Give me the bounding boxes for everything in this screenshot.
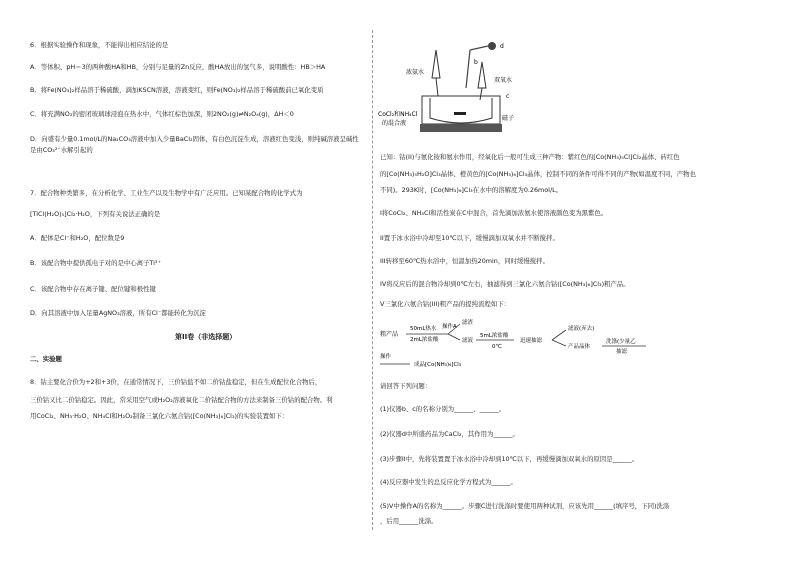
flow-crude: 粗产品 [380,331,399,338]
step-4: IV将反应后的混合物冷却到0℃左右，抽滤得到三氯化六氨合钴([Co(NH₃)₆]Cl₃)粗产品。 [380,280,630,288]
info-line3: 不同)。293K时，[Co(NH₃)₆]Cl₃在水中的溶解度为0.26mol/L。 [380,186,563,194]
label-mixture-line1: CoCl₂和NH₄Cl [378,111,418,118]
q6-option-c: C．将充满NO₂的密闭玻璃球浸泡在热水中，气体红棕色加深，则2NO₂(g)⇌N₂O₄(g)，ΔH＜0 [30,110,294,118]
flow-waste: 滤液(弃去) [568,326,595,332]
flow-op-b: 操作 [380,354,392,360]
flow-reagent2: 2mL浓盐酸 [410,337,439,343]
info-line1: 已知：钴(II)与氨化铵和氨水作用，经氧化后一般可生成三种产物：紫红色的[Co(NH₃)₅Cl]Cl₂晶体、砖红色 [380,153,680,161]
purification-flowchart [380,312,680,374]
step-2: II置于冰水浴中冷却至10℃以下，缓慢滴加双氧水并不断搅拌。 [380,234,559,242]
label-ammonia: 浓氨水 [406,69,425,76]
question-5-line2: ，后用______洗涤。 [380,517,438,525]
flow-op-a: 操作A [442,324,457,330]
label-mixture-line2: 的混合液 [382,120,407,127]
flow-product-crystal: 产品晶体 [568,344,591,350]
q7-option-a: A．配体是Cl⁻和H₂O，配位数是9 [30,234,125,242]
q6-option-b: B．将Fe(NO₃)₂样品溶于稀硫酸，滴加KSCN溶液，溶液变红，则Fe(NO₃)₂样品溶于稀硫酸前已氧化变质 [30,86,324,94]
label-c: c [506,93,510,100]
flow-temp: 0℃ [492,344,502,350]
section-subtitle: 二、实验题 [30,355,62,363]
q6-option-a: A．等体积、pH＝3的两种酸HA和HB，分别与足量的Zn反应，酸HA放出的氢气多，说明酸性：HB＞HA [30,63,326,71]
question-4: (4)反应器中发生的总反应化学方程式为______。 [380,478,517,486]
q6-option-d-line1: D．向盛有少量0.1mol/L的Na₂CO₃溶液中加入少量BaCl₂固体，有白色沉淀生成，溶液红色变浅，则纯碱溶液呈碱性 [30,135,359,143]
q8-para-line1: 8．钴主要化合价为+2和+3价，在通常情况下，三价钴盐不如二价钴盐稳定，但在生成配位化合物后， [30,378,322,386]
q7-option-b: B．该配合物中提供孤电子对的是中心离子Ti³⁺ [30,259,161,267]
label-h2o2: 双氧水 [494,77,513,84]
q8-para-line2: 三价钴又比二价钴稳定。因此，常采用空气或H₂O₂溶液氧化二价钴配合物的方法来制备三价钴的配合物。利 [30,396,333,404]
funnel-right [478,62,486,88]
flow-hcl: 5mL浓盐酸 [480,333,509,339]
apparatus-diagram [378,38,528,138]
flow-reagent1: 50mL热水 [410,326,437,332]
q7-option-c: C．该配合物中存在离子键、配位键和极性键 [30,285,156,293]
answer-intro: 请回答下列问题： [380,382,432,390]
q7-stem-line2: [TiCl(H₂O)₅]Cl₂·H₂O，下列有关说法正确的是 [30,210,161,218]
stir-bar [454,112,466,115]
section-title: 第II卷（非选择题） [175,333,237,341]
water-bath [422,96,500,124]
hot-plate [420,124,502,132]
drying-tube-bulb [488,42,496,50]
reaction-flask [430,98,492,123]
question-1: (1)仪器b、c的名称分别为______、______。 [380,405,506,413]
q8-para-line3: 用CoCl₂、NH₃·H₂O、NH₄Cl和H₂O₂制备三氯化六氨合钴([Co(NH₃)₆]Cl₃)的实验装置如下： [30,412,289,420]
flow-wash: 洗涤(少量乙 [606,339,636,345]
flow-residue: 滤渣 [462,320,474,326]
q6-stem: 6．根据实验操作和现象，不能得出相应结论的是 [30,41,169,49]
flow-suction: 抽滤 [616,349,628,355]
q7-stem-line1: 7．配合物种类繁多，在分析化学、工业生产以及生物学中有广泛应用。已知某配合物的化学式为 [30,189,303,197]
label-stirrer: 磁子 [502,115,515,122]
question-5-line1: (5)V中操作A的名称为______。步骤C进行洗涤时要使用两种试剂，应该先用______(填序号，下同)洗涤 [380,502,670,510]
question-3: (3)步骤II中，先将装置置于冰水浴中冷却到10℃以下，再缓慢滴加双氧水的原因是______。 [380,455,639,463]
question-2: (2)仪器d中所盛药品为CaCl₂，其作用为______。 [380,430,519,438]
flow-quick-filter: 迅速抽滤 [520,338,543,344]
step-3: III转移至60℃热水浴中，恒温加热20min，同时缓慢搅拌。 [380,257,549,265]
label-b: b [474,59,478,66]
flow-final-product: 成品[Co(NH₃)₆]Cl₃ [414,362,462,368]
q6-option-d-line2: 是由CO₃²⁻水解引起的 [30,146,93,154]
funnel-left [432,50,440,78]
column-divider [372,30,373,530]
info-line2: 的[Co(NH₃)₅H₂O]Cl₃晶体、橙黄色的[Co(NH₃)₆]Cl₃晶体，控制不同的条件可得不同的产物(如温度不同，产物也 [380,170,696,178]
step-1: I将CoCl₂、NH₄Cl和活性炭在C中混合，首先滴加浓氨水使溶液颜色变为黑紫色。 [380,209,608,217]
q7-option-d: D．向其溶液中加入足量AgNO₃溶液，所有Cl⁻都能转化为沉淀 [30,309,206,317]
label-d: d [500,43,504,50]
flow-filtrate: 滤液 [462,338,474,344]
step-5: V三氯化六氨合钴(III)粗产品的提纯流程如下： [380,300,511,308]
